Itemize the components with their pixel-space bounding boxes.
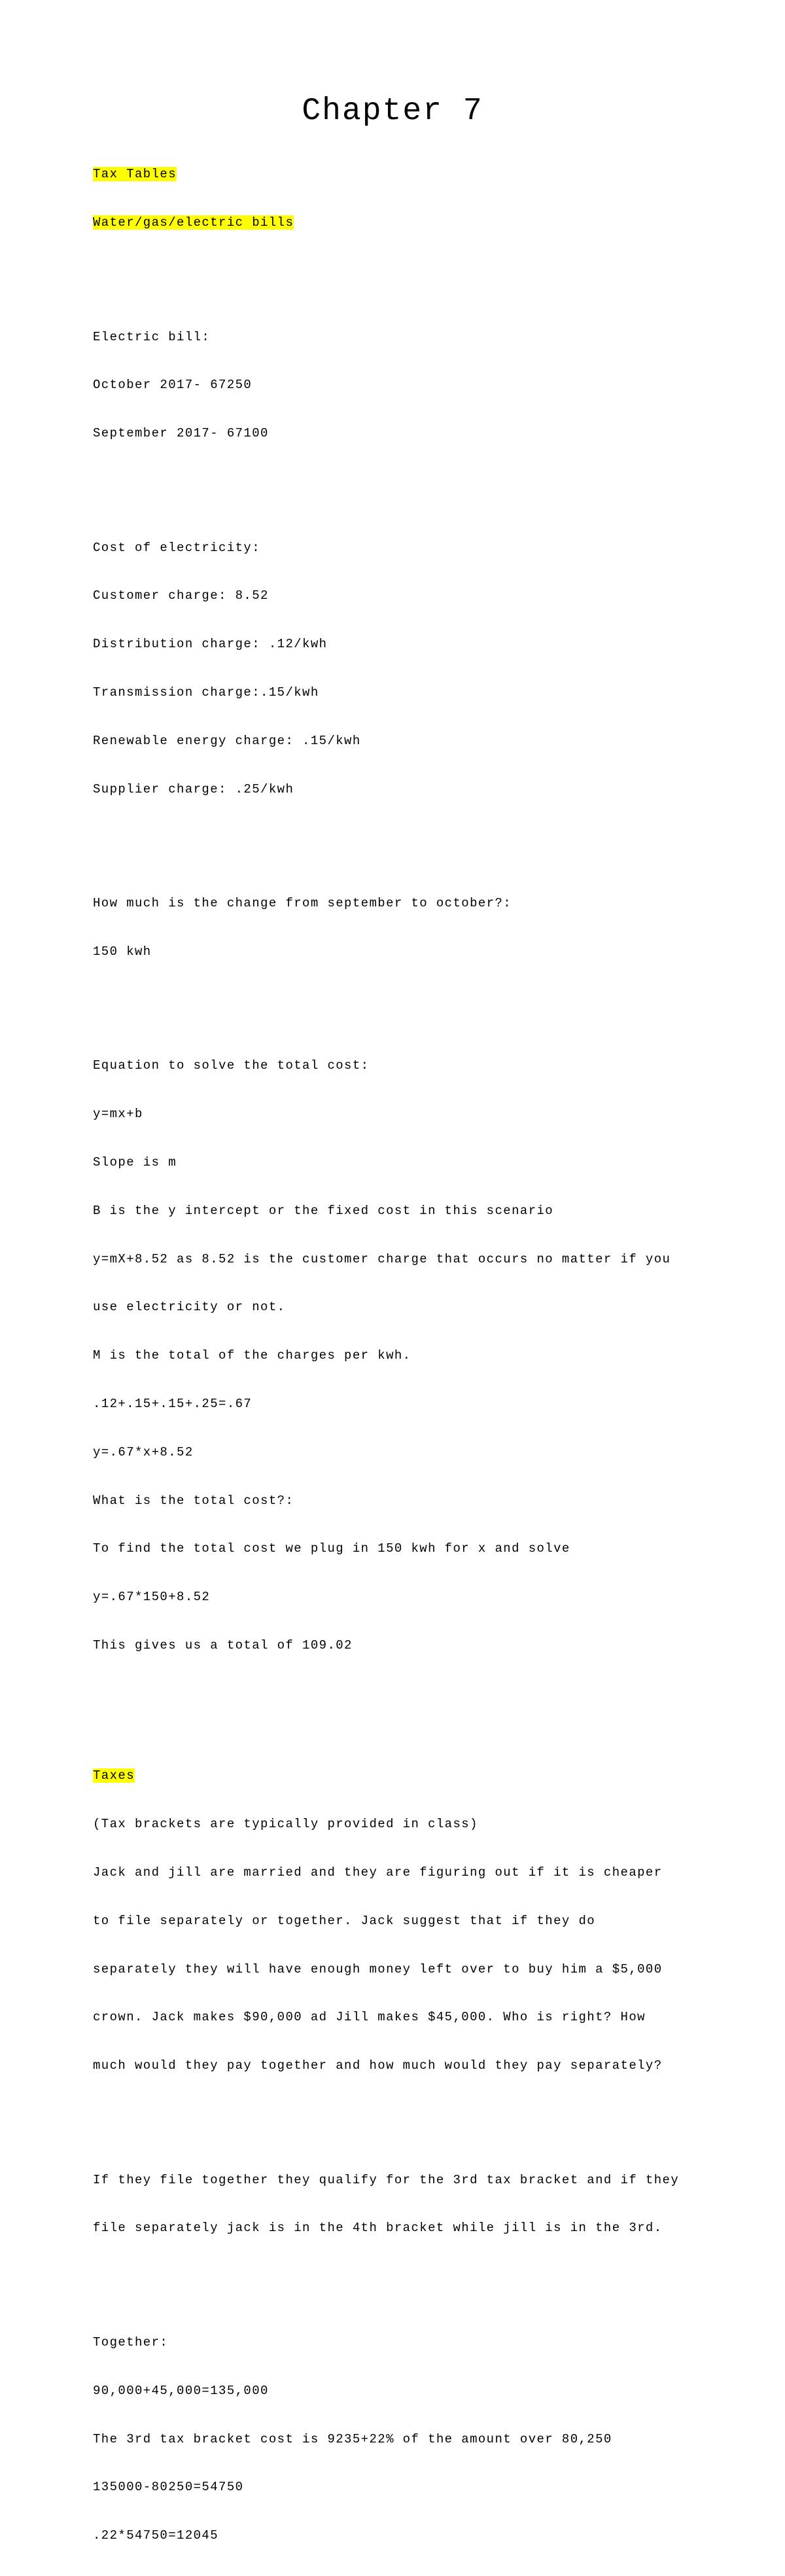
equation-slope: Slope is m <box>93 1155 177 1170</box>
taxes-p1-line: separately they will have enough money left over to buy him a $5,000 <box>93 1961 663 1977</box>
equation-intercept: B is the y intercept or the fixed cost in this scenario <box>93 1203 554 1218</box>
equation-line2: use electricity or not. <box>93 1300 286 1315</box>
spacer <box>93 474 721 492</box>
cost-heading: Cost of electricity: <box>93 540 261 555</box>
together-sum: 90,000+45,000=135,000 <box>93 2383 269 2398</box>
equation-formula: y=mx+b <box>93 1107 143 1122</box>
spacer <box>93 829 721 847</box>
highlight: Water/gas/electric bills <box>93 215 294 230</box>
change-answer: 150 kwh <box>93 944 152 959</box>
equation-heading: Equation to solve the total cost: <box>93 1058 370 1073</box>
spacer <box>93 2106 721 2124</box>
cost-customer: Customer charge: 8.52 <box>93 588 269 603</box>
taxes-p1-line: crown. Jack makes $90,000 ad Jill makes $45,000. Who is right? How <box>93 2010 646 2025</box>
together-bracket: The 3rd tax bracket cost is 9235+22% of the amount over 80,250 <box>93 2431 612 2446</box>
electric-september: September 2017- 67100 <box>93 426 269 441</box>
equation-line1: y=mX+8.52 as 8.52 is the customer charge that occurs no matter if you <box>93 1251 671 1266</box>
document-body <box>93 134 721 2576</box>
spacer <box>93 992 721 1010</box>
topic-bills <box>93 215 721 231</box>
equation-calc: y=.67*150+8.52 <box>93 1590 211 1605</box>
taxes-p1-line: Jack and jill are married and they are figuring out if it is cheaper <box>93 1865 663 1880</box>
together-diff: 135000-80250=54750 <box>93 2480 244 2495</box>
cost-distribution: Distribution charge: .12/kwh <box>93 637 328 652</box>
highlight: Taxes <box>93 1768 135 1783</box>
together-mult: .22*54750=12045 <box>93 2528 219 2543</box>
highlight: Tax Tables <box>93 167 177 182</box>
page-title: Chapter 7 <box>302 94 483 129</box>
taxes-p1-line: to file separately or together. Jack suggest that if they do <box>93 1913 596 1928</box>
together-heading: Together: <box>93 2335 169 2350</box>
equation-eq: y=.67*x+8.52 <box>93 1444 194 1459</box>
equation-m-desc: M is the total of the charges per kwh. <box>93 1348 411 1363</box>
equation-result: This gives us a total of 109.02 <box>93 1637 353 1653</box>
cost-supplier: Supplier charge: .25/kwh <box>93 781 294 796</box>
cost-renewable: Renewable energy charge: .15/kwh <box>93 733 361 748</box>
change-question: How much is the change from september to october?: <box>93 896 512 911</box>
spacer <box>93 263 721 281</box>
cost-transmission: Transmission charge:.15/kwh <box>93 685 319 700</box>
equation-question: What is the total cost?: <box>93 1493 294 1508</box>
topic-tax-tables <box>93 166 721 183</box>
equation-plug: To find the total cost we plug in 150 kwh for x and solve <box>93 1541 570 1556</box>
taxes-p2-line: file separately jack is in the 4th bracket while jill is in the 3rd. <box>93 2221 663 2236</box>
electric-heading: Electric bill: <box>93 329 211 344</box>
taxes-p2-line: If they file together they qualify for the 3rd tax bracket and if they <box>93 2172 680 2187</box>
taxes-heading <box>93 1768 721 1784</box>
spacer <box>93 1686 721 1720</box>
equation-sum: .12+.15+.15+.25=.67 <box>93 1396 253 1411</box>
taxes-note: (Tax brackets are typically provided in class) <box>93 1817 478 1832</box>
electric-october: October 2017- 67250 <box>93 378 253 393</box>
spacer <box>93 2268 721 2286</box>
taxes-p1-line: much would they pay together and how much would they pay separately? <box>93 2058 663 2073</box>
